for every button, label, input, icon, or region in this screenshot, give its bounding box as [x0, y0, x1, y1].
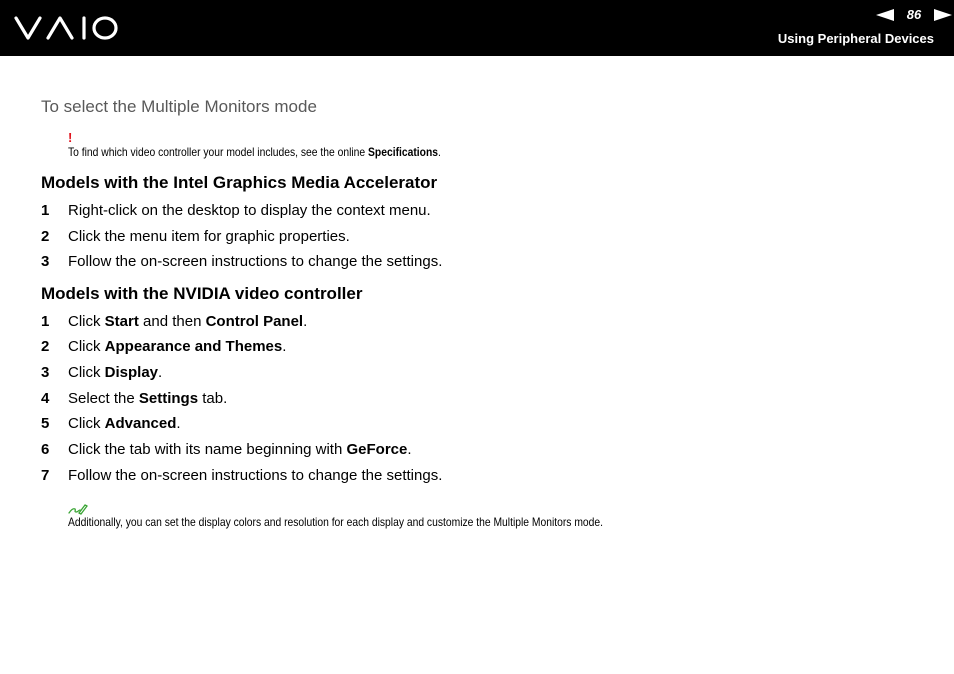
step-bold: Settings: [138, 390, 199, 407]
section-title: Using Peripheral Devices: [777, 31, 934, 46]
next-page-icon[interactable]: [934, 9, 952, 21]
step-text: .: [158, 364, 163, 381]
step-text: .: [282, 338, 287, 355]
step-text: Click: [68, 338, 105, 355]
step-number: 1: [41, 313, 50, 330]
tip-note: Additionally, you can set the display colors and resolution for each display and customize the Multiple Monitors mode.: [68, 515, 604, 529]
specifications-link: Specifications: [368, 145, 439, 159]
step-bold: Display: [104, 364, 159, 381]
page-header: [0, 0, 954, 56]
step-number: 3: [41, 253, 50, 270]
step-text: Click: [68, 313, 105, 330]
step-number: 4: [41, 390, 50, 407]
step-text: Click: [68, 364, 105, 381]
step-text: Follow the on-screen instructions to change the settings.: [68, 467, 443, 484]
step-text: Select the: [68, 390, 139, 407]
intel-step: [41, 202, 431, 219]
step-text: .: [407, 441, 412, 458]
step-number: 2: [41, 228, 50, 245]
warning-text-end: .: [438, 145, 441, 159]
step-text: .: [176, 415, 181, 432]
step-text: Follow the on-screen instructions to change the settings.: [68, 253, 443, 270]
warning-icon: !: [68, 130, 73, 145]
step-number: 6: [41, 441, 50, 458]
step-bold: Start: [104, 313, 139, 330]
intel-heading: Models with the Intel Graphics Media Accelerator: [41, 173, 438, 192]
step-text: .: [303, 313, 308, 330]
intel-step: [41, 228, 350, 245]
nvidia-step: [41, 415, 181, 432]
nvidia-step: [41, 338, 286, 355]
step-number: 1: [41, 202, 50, 219]
nvidia-step: [41, 441, 412, 458]
step-bold: Appearance and Themes: [104, 338, 283, 355]
step-text: tab.: [198, 390, 228, 407]
step-number: 3: [41, 364, 50, 381]
step-text: Right-click on the desktop to display the context menu.: [68, 202, 431, 219]
nvidia-heading: Models with the NVIDIA video controller: [41, 284, 363, 303]
step-text: Click the tab with its name beginning with: [68, 441, 347, 458]
step-bold: GeForce: [346, 441, 408, 458]
warning-text: To find which video controller your model includes, see the online: [68, 145, 369, 159]
step-number: 7: [41, 467, 50, 484]
step-text: Click: [68, 415, 105, 432]
step-text: Click the menu item for graphic properties.: [68, 228, 350, 245]
previous-page-icon[interactable]: [876, 9, 894, 21]
step-number: 5: [41, 415, 50, 432]
nvidia-step: [41, 364, 162, 381]
step-text: and then: [138, 313, 206, 330]
nvidia-step: [41, 467, 442, 484]
step-bold: Control Panel: [205, 313, 304, 330]
step-number: 2: [41, 338, 50, 355]
intel-step: [41, 253, 442, 270]
page-number: 86: [906, 7, 922, 22]
nvidia-step: [41, 313, 307, 330]
vaio-logo: [14, 15, 120, 41]
pencil-note-icon: [68, 501, 88, 515]
nvidia-step: [41, 390, 227, 407]
page-title: To select the Multiple Monitors mode: [41, 97, 317, 116]
step-bold: Advanced: [104, 415, 177, 432]
warning-note: [68, 145, 441, 159]
